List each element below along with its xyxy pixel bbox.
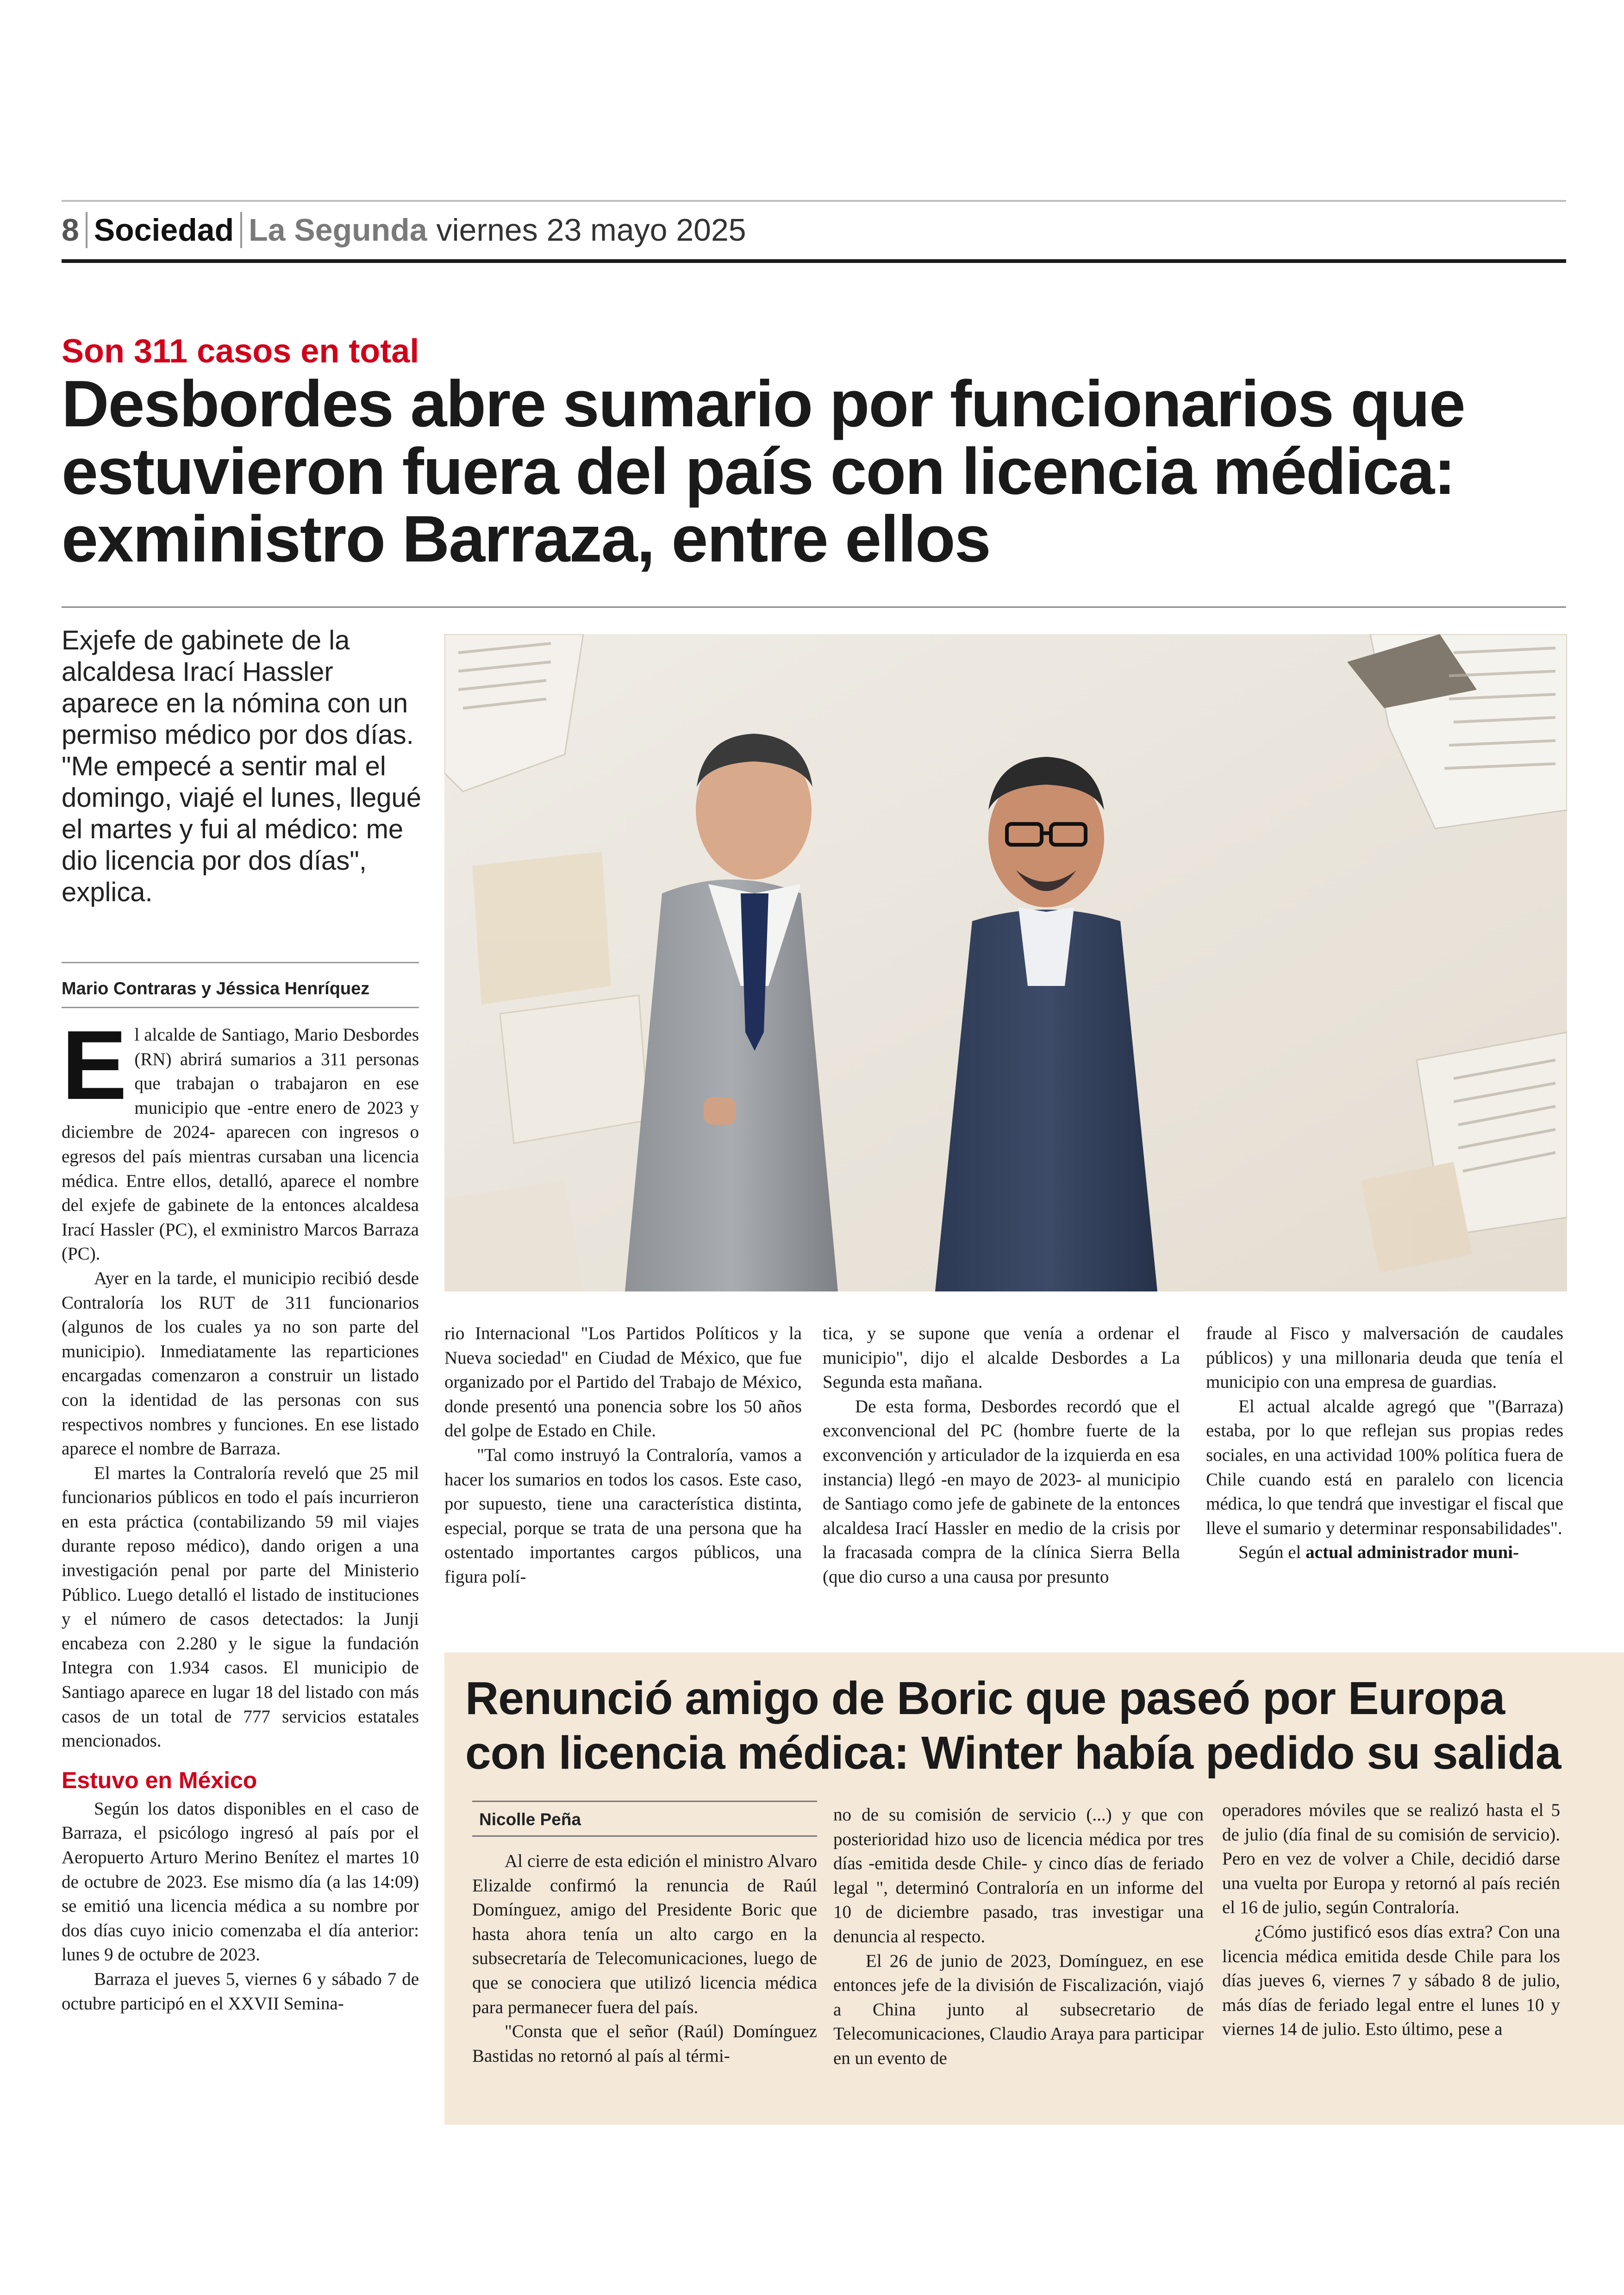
secondary-column-2 [833, 1803, 1204, 2071]
paragraph: rio Internacional "Los Partidos Políticos y la Nueva sociedad" en Ciudad de México, que fue organizado por el Partido del Trabajo de México, donde presentó una ponencia sobre los 50 años del golpe de Estado en Chile. [444, 1323, 802, 1441]
paragraph: no de su comisión de servicio (...) y que con posterioridad hizo uso de licencia médica por tres días -emitida desde Chile- y cinco días de feriado legal ", determinó Contraloría en un informe del 10 de diciembre pasado, tras investigar una denuncia al respecto. [833, 1805, 1204, 1946]
bold-lead: actual administrador muni- [1305, 1542, 1519, 1563]
body-column-3 [823, 1322, 1180, 1590]
main-headline: Desbordes abre sumario por funcionarios que estuvieron fuera del país con licencia médica: exministro Barraza, entre ellos [62, 367, 1465, 576]
secondary-column-3 [1222, 1798, 1560, 2042]
paragraph: Al cierre de esta edición el ministro Alvaro Elizalde confirmó la renuncia de Raúl Domínguez, amigo del Presidente Boric que hasta ahora tenía un alto cargo en la subsecretaría de Telecomunicaciones, luego de que se conociera que utilizó licencia médica para permanecer fuera del país. [472, 1851, 817, 2017]
paragraph: Ayer en la tarde, el municipio recibió desde Contraloría los RUT de 311 funcionarios (algunos de los cuales ya no son parte del municipio). Inmediatamente las reparticiones encargadas comenzaron a construir un listado con la identidad de las personas con sus respectivos nombres y funciones. En ese listado aparece el nombre de Barraza. [62, 1268, 419, 1459]
paragraph: "Consta que el señor (Raúl) Domínguez Bastidas no retornó al país al térmi- [472, 2021, 817, 2066]
deck: Exjefe de gabinete de la alcaldesa Irací Hassler aparece en la nómina con un permiso médico por dos días. "Me empecé a sentir mal el domingo, viajé el lunes, llegué el martes y fui al médico: me dio licencia por dos días", explica. [62, 625, 422, 907]
body-column-1 [62, 1010, 419, 2016]
headline-rule [62, 606, 1566, 608]
publication-name: La Segunda [249, 212, 427, 248]
body-column-4 [1206, 1322, 1563, 1565]
body-column-2 [444, 1322, 802, 1590]
paragraph: fraude al Fisco y malversación de caudales públicos) y una millonaria deuda que tenía el municipio con una empresa de guardias. [1206, 1323, 1563, 1392]
secondary-headline: Renunció amigo de Boric que paseó por Europa con licencia médica: Winter había pedido su salida [465, 1672, 1561, 1779]
byline-rule-top [472, 1801, 817, 1802]
paragraph: Según los datos disponibles en el caso de Barraza, el psicólogo ingresó al país por el Aeropuerto Arturo Merino Benítez el martes 10 de octubre de 2023. Ese mismo día (a las 14:09) se emitió una licencia médica a su nombre por dos días cuyo inicio comenzaba el día anterior: lunes 9 de octubre de 2023. [62, 1798, 419, 1965]
byline-rule-bottom [472, 1835, 817, 1837]
secondary-byline: Nicolle Peña [479, 1810, 581, 1829]
paragraph: ¿Cómo justificó esos días extra? Con una licencia médica emitida desde Chile para los días jueves 6, viernes 7 y sábado 8 de julio, más días de feriado legal entre el lunes 10 y viernes 14 de julio. Esto último, pese a [1222, 1921, 1560, 2039]
kicker: Son 311 casos en total [62, 333, 419, 370]
photo [444, 634, 1567, 1291]
header-top-rule [62, 200, 1566, 202]
paragraph: El 26 de junio de 2023, Domínguez, en ese entonces jefe de la división de Fiscalización, viajó a China junto al subsecretario de Telecomunicaciones, Claudio Araya para participar en un evento de [833, 1951, 1204, 2068]
paragraph: tica, y se supone que venía a ordenar el municipio", dijo el alcalde Desbordes a La Segunda esta mañana. [823, 1323, 1180, 1392]
issue-date: viernes 23 mayo 2025 [436, 212, 746, 248]
drop-cap: E [62, 1010, 127, 1120]
page-number: 8 [62, 212, 87, 248]
subheading: Estuvo en México [62, 1767, 257, 1793]
byline-rule [62, 1007, 419, 1008]
paragraph: El martes la Contraloría reveló que 25 mil funcionarios públicos en todo el país incurrieron en esta práctica (contabilizando 59 mil viajes durante reposo médico), dando origen a una investigación penal por parte del Ministerio Público. Luego detalló el listado de instituciones y el número de casos detectados: la Junji encabeza con 2.280 y le sigue la fundación Integra con 1.934 casos. El municipio de Santiago aparece en lugar 18 del listado con más casos de un total de 777 servicios estatales mencionados. [62, 1463, 419, 1751]
paragraph: l alcalde de Santiago, Mario Desbordes (RN) abrirá sumarios a 311 personas que trabajan o trabajaron en ese municipio que -entre enero de 2023 y diciembre de 2024- aparecen con ingresos o egresos del país mientras cursaban una licencia médica. Entre ellos, detalló, aparece el nombre del exjefe de gabinete de la entonces alcaldesa Irací Hassler (PC), el exministro Marcos Barraza (PC). [62, 1025, 419, 1264]
paragraph: "Tal como instruyó la Contraloría, vamos a hacer los sumarios en todos los casos. Este caso, por supuesto, tiene una característica distinta, especial, porque se trata de una persona que ha ostentado importantes cargos públicos, una figura polí- [444, 1445, 802, 1587]
paragraph: operadores móviles que se realizó hasta el 5 de julio (día final de su comisión de servicio). Pero en vez de volver a Chile, decidió darse una vuelta por Europa y retornó al país recién el 16 de julio, según Contraloría. [1222, 1800, 1560, 1918]
paragraph-start: Según el [1238, 1542, 1306, 1563]
photo-illustration [444, 634, 1567, 1291]
paragraph: El actual alcalde agregó que "(Barraza) estaba, por lo que reflejan sus propias redes sociales, en una actividad 100% política fuera de Chile cuando está en paralelo con licencia médica, lo que tendrá que investigar el fiscal que lleve el sumario y determinar responsabilidades". [1206, 1396, 1563, 1538]
page-header [62, 209, 746, 251]
secondary-column-1 [472, 1849, 817, 2068]
header-bottom-rule [62, 259, 1566, 263]
paragraph [1206, 1540, 1563, 1565]
section-name: Sociedad [94, 212, 242, 248]
deck-rule [62, 962, 419, 963]
byline: Mario Contraras y Jéssica Henríquez [62, 979, 370, 998]
paragraph: Barraza el jueves 5, viernes 6 y sábado 7 de octubre participó en el XXVII Semina- [62, 1969, 419, 2014]
paragraph: De esta forma, Desbordes recordó que el exconvencional del PC (hombre fuerte de la exconvención y articulador de la izquierda en esa instancia) llegó -en mayo de 2023- al municipio de Santiago como jefe de gabinete de la entonces alcaldesa Irací Hassler en medio de la crisis por la fracasada compra de la clínica Sierra Bella (que dio curso a una causa por presunto [823, 1396, 1180, 1587]
